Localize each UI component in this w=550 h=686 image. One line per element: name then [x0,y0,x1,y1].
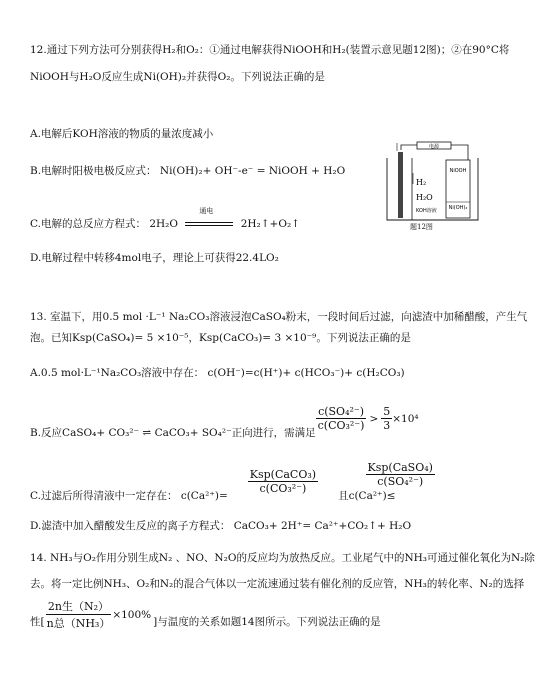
double-line [185,222,233,226]
q13-b-constant-fraction [381,405,392,432]
figure-12-caption: 题12图 [410,223,433,231]
q14-line3-prefix: 性[ [30,616,45,628]
q12-stem-line1: 12.通过下列方法可分别获得H₂和O₂：①通过电解获得NiOOH和H₂(装置示意见题12图)；②在90°C将 [30,44,510,56]
q13-c-fraction-1 [248,468,318,495]
fraction-denominator: n总（NH₃） [46,617,111,630]
h2o-label: H₂O [416,193,433,202]
fraction-denominator: c(CO₃²⁻) [317,419,365,432]
fraction-numerator: 2n生（N₂） [47,600,110,613]
q14-selectivity-fraction [45,598,113,631]
q14-line3-suffix: ]与温度的关系如题14图所示。下列说法正确的是 [153,616,381,628]
electrolysis-diagram [384,140,482,232]
q12-stem-line2: NiOOH与H₂O反应生成Ni(OH)₂并获得O₂。下列说法正确的是 [30,71,325,83]
cathode [398,152,403,218]
q12-option-c-prefix: C.电解的总反应方程式： 2H₂O [30,218,178,230]
q13-option-c-text: C.过滤后所得清液中一定存在： c(Ca²⁺)= [30,490,228,502]
fraction-numerator: 5 [383,405,391,418]
fraction-numerator: Ksp(CaSO₄) [367,461,433,474]
q14-stem-line1: 14. NH₃与O₂作用分别生成N₂ 、NO、N₂O的反应均为放热反应。工业尾气中的NH₃可通过催化氧化为N₂除 [30,552,535,564]
q12-option-d: D.电解过程中转移4mol电子，理论上可获得22.4LO₂ [30,252,279,264]
q13-option-b [30,397,419,440]
reaction-condition-arrow [185,207,233,230]
fraction-denominator: c(SO₄²⁻) [377,475,424,488]
q13-option-d: D.滤渣中加入醋酸发生反应的离子方程式： CaCO₃+ 2H⁺= Ca²⁺+CO₂↑+ H₂O [30,520,412,532]
q12-option-b: B.电解时阳极电极反应式： Ni(OH)₂+ OH⁻-e⁻ = NiOOH + H₂O [30,165,346,177]
q13-stem-line2: 泡。已知Ksp(CaSO₄)= 5 ×10⁻⁵，Ksp(CaCO₃)= 3 ×10⁻⁹。下列说法正确的是 [30,332,411,344]
q14-selectivity-line [30,598,381,631]
q13-option-a: A.0.5 mol·L⁻¹Na₂CO₃溶液中存在： c(OH⁻)=c(H⁺)+ c(HCO₃⁻)+ c(H₂CO₃) [30,367,405,379]
q13-option-c-middle: 且c(Ca²⁺)≤ [338,490,396,502]
fraction-denominator: 3 [383,419,391,432]
fraction-denominator: c(CO₃²⁻) [259,482,307,495]
q12-option-c [30,207,300,231]
power-of-ten: ×10⁴ [392,412,419,425]
koh-label: KOH溶液 [416,208,437,214]
q13-stem-line1: 13. 室温下，用0.5 mol ·L⁻¹ Na₂CO₃溶液浸泡CaSO₄粉末，一段时间后过滤，向滤渣中加稀醋酸，产生气 [30,311,528,323]
power-label: 电源 [428,144,440,150]
q13-option-b-text: B.反应CaSO₄+ CO₃²⁻ ⇌ CaCO₃+ SO₄²⁻正向进行，需满足 [30,427,316,439]
h2-label: H₂ [416,178,427,187]
greater-than-sign: > [369,412,379,425]
q13-c-fraction-2 [366,461,435,488]
q13-option-c [30,460,435,503]
q12-option-a: A.电解后KOH溶液的物质的量浓度减小 [30,128,214,140]
electrolysis-svg [384,140,482,232]
fraction-numerator: Ksp(CaCO₃) [249,468,317,481]
condition-label: 通电 [199,207,214,215]
percent-factor: ×100% [112,608,152,621]
nioh2-label: Ni(OH)₂ [448,205,468,211]
q13-b-fraction [316,405,367,432]
q12-option-c-suffix: 2H₂↑+O₂↑ [240,218,300,230]
fraction-numerator: c(SO₄²⁻) [318,405,364,418]
q14-stem-line2: 去。将一定比例NH₃、O₂和N₂的混合气体以一定流速通过装有催化剂的反应管，NH₃的转化率、N₂的选择 [30,578,525,590]
niooh-label: NiOOH [449,168,467,174]
